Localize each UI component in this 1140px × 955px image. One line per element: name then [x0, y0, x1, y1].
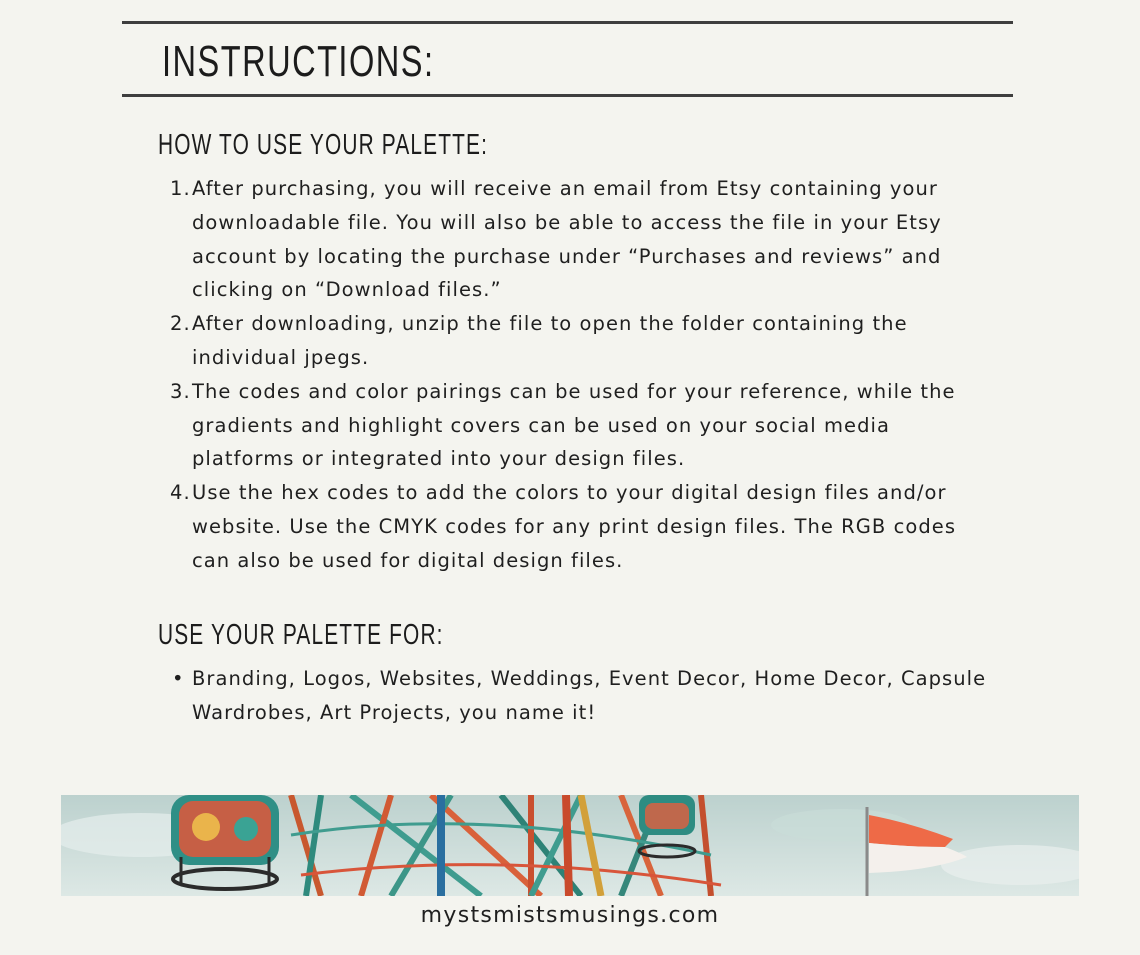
use-for-item	[172, 662, 992, 730]
step-number: 4.	[170, 481, 191, 505]
top-rule	[122, 21, 1013, 24]
step-text: Use the hex codes to add the colors to your digital design files and/or website. Use the CMYK codes for any print design files. The RGB codes can also be used for digital design files.	[192, 481, 957, 572]
use-for-text: Branding, Logos, Websites, Weddings, Event Decor, Home Decor, Capsule Wardrobes, Art Projects, you name it!	[192, 667, 987, 724]
ferris-wheel-banner-image	[61, 795, 1079, 896]
step-number: 1.	[170, 177, 191, 200]
step-item	[170, 476, 992, 577]
page-title: INSTRUCTIONS:	[162, 37, 435, 86]
use-for-heading: USE YOUR PALETTE FOR:	[158, 619, 444, 651]
step-item	[170, 172, 992, 307]
use-for-list	[172, 662, 992, 730]
ferris-wheel-illustration	[61, 795, 1079, 896]
title-underline-rule	[122, 94, 1013, 97]
step-item	[170, 307, 992, 375]
step-item	[170, 375, 992, 476]
step-text: After downloading, unzip the file to open the folder containing the individual jpegs.	[192, 312, 908, 369]
website-url: mystsmistsmusings.com	[420, 903, 720, 928]
step-number: 3.	[170, 379, 191, 403]
how-to-use-steps	[170, 172, 992, 578]
how-to-use-heading: HOW TO USE YOUR PALETTE:	[158, 129, 489, 161]
step-number: 2.	[170, 312, 191, 336]
bullet-icon: •	[172, 667, 185, 690]
step-text: The codes and color pairings can be used for your reference, while the gradients and highlight covers can be used on your social media platforms or integrated into your design files.	[192, 379, 956, 471]
step-text: After purchasing, you will receive an email from Etsy containing your downloadable file. You will also be able to access the file in your Etsy account by locating the purchase under “Purchases and reviews” and clicking on “Download files.”	[192, 177, 942, 302]
